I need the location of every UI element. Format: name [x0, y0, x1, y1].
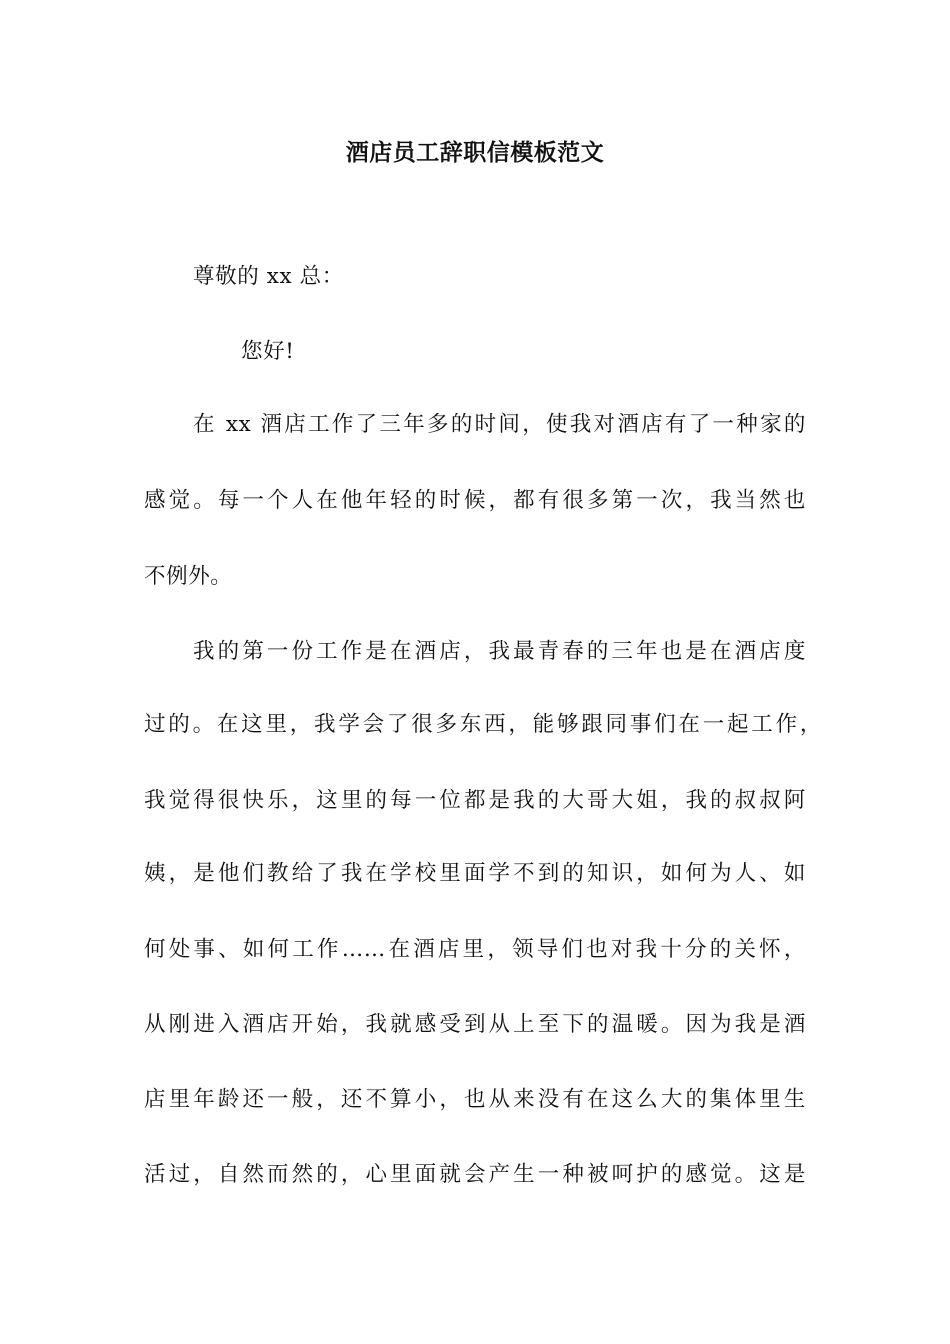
- paragraph-2-line-6: 从刚进入酒店开始，我就感受到从上至下的温暖。因为我是酒: [144, 1012, 806, 1037]
- paragraph-2-line-1: 我的第一份工作是在酒店，我最青春的三年也是在酒店度: [193, 639, 806, 664]
- paragraph-2-line-5: 何处事、如何工作……在酒店里，领导们也对我十分的关怀，: [144, 937, 806, 962]
- paragraph-1-line-3: 不例外。: [144, 564, 233, 589]
- paragraph-2-line-4: 姨，是他们教给了我在学校里面学不到的知识，如何为人、如: [144, 861, 806, 886]
- salutation: 尊敬的 xx 总：: [193, 264, 344, 289]
- paragraph-1-line-2: 感觉。每一个人在他年轻的时候，都有很多第一次，我当然也: [144, 488, 806, 513]
- document-title: 酒店员工辞职信模板范文: [345, 139, 605, 166]
- paragraph-2-line-8: 活过，自然而然的，心里面就会产生一种被呵护的感觉。这是: [144, 1162, 806, 1187]
- greeting: 您好!: [241, 339, 295, 364]
- paragraph-2-line-2: 过的。在这里，我学会了很多东西，能够跟同事们在一起工作，: [144, 712, 822, 737]
- paragraph-2-line-3: 我觉得很快乐，这里的每一位都是我的大哥大姐，我的叔叔阿: [144, 788, 806, 813]
- paragraph-2-line-7: 店里年龄还一般，还不算小，也从来没有在这么大的集体里生: [144, 1087, 806, 1112]
- paragraph-1-line-1: 在 xx 酒店工作了三年多的时间，使我对酒店有了一种家的: [193, 412, 806, 437]
